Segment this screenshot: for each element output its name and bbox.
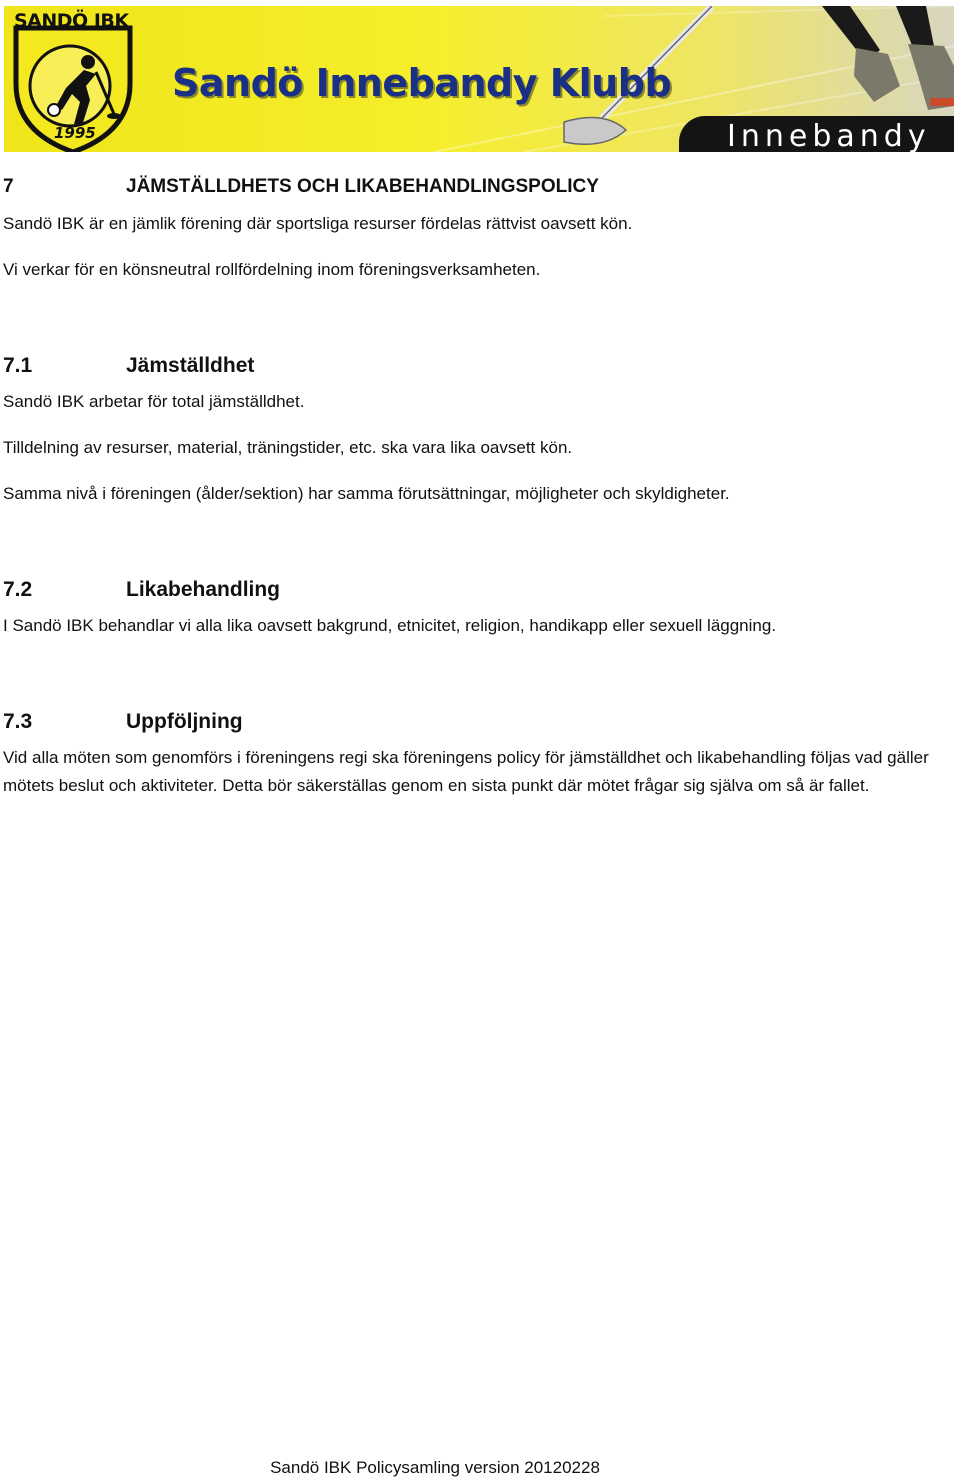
section-7-1-heading	[3, 354, 254, 378]
section-7-paragraph: Sandö IBK är en jämlik förening där sportsliga resurser fördelas rättvist oavsett kön.	[3, 214, 633, 233]
player-legs-icon	[822, 6, 954, 110]
section-7-1-title: Jämställdhet	[126, 354, 255, 377]
crest-name: SANDÖ IBK	[14, 10, 129, 32]
page-footer: Sandö IBK Policysamling version 20120228	[270, 1458, 600, 1477]
section-7-3-title: Uppföljning	[126, 710, 243, 733]
section-7-number: 7	[3, 176, 14, 197]
section-7-1-paragraph: Tilldelning av resurser, material, träningstider, etc. ska vara lika oavsett kön.	[3, 438, 573, 457]
sport-label-tab: Innebandy	[679, 116, 954, 152]
section-7-title: JÄMSTÄLLDHETS OCH LIKABEHANDLINGSPOLICY	[126, 176, 599, 197]
header-banner	[4, 6, 954, 152]
section-7-1-number: 7.1	[3, 354, 33, 377]
section-7-3-number: 7.3	[3, 710, 33, 733]
section-7-2-title: Likabehandling	[126, 578, 281, 601]
crest-year: 1995	[54, 124, 96, 142]
section-7-1-paragraph: Samma nivå i föreningen (ålder/sektion) har samma förutsättningar, möjligheter och skyldigheter.	[3, 484, 730, 503]
club-name-title: Sandö Innebandy Klubb	[172, 61, 672, 105]
section-7-2-heading	[3, 578, 280, 602]
section-7-2-number: 7.2	[3, 578, 33, 601]
section-7-3-paragraph: Vid alla möten som genomförs i föreningens regi ska föreningens policy för jämställdhet och likabehandling följas vad gäller mötets beslut och aktiviteter. Detta bör säkerställas genom en sista punkt där mötet frågar sig själva om så är fallet.	[3, 748, 929, 795]
section-7-2-paragraph: I Sandö IBK behandlar vi alla lika oavsett bakgrund, etnicitet, religion, handikapp eller sexuell läggning.	[3, 616, 777, 635]
section-7-1-paragraph: Sandö IBK arbetar för total jämställdhet.	[3, 392, 305, 411]
section-7-paragraph: Vi verkar för en könsneutral rollfördelning inom föreningsverksamheten.	[3, 260, 541, 279]
section-7-heading	[3, 176, 599, 198]
section-7-3-heading	[3, 710, 243, 734]
